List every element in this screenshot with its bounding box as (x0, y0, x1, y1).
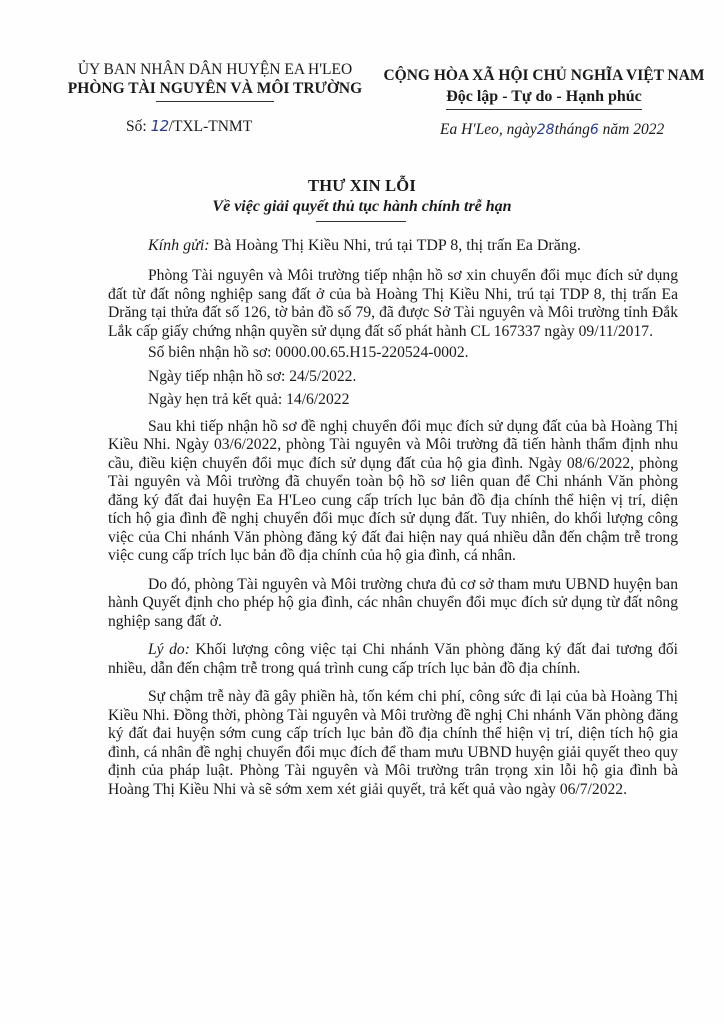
motto-underline (446, 109, 642, 110)
place-and-date (440, 121, 664, 139)
doc-number-prefix: Số: (126, 118, 147, 135)
place-date-prefix: Ea H'Leo, ngày (440, 121, 537, 138)
issuing-authority-block (50, 60, 380, 102)
month-handwritten: 6 (589, 122, 599, 138)
office-underline (156, 101, 274, 102)
day-handwritten: 28 (536, 122, 555, 138)
salutation (148, 236, 708, 256)
letter-title: THƯ XIN LỖI (308, 176, 416, 195)
national-header-block (376, 66, 712, 110)
doc-number-handwritten: 12 (150, 117, 169, 135)
paragraph-processing: Sau khi tiếp nhận hồ sơ đề nghị chuyển đổi mục đích sử dụng đất của bà Hoàng Thị Kiều Nhi. Ngày 03/6/2022, phòng Tài nguyên và Môi trường đã tiến hành thẩm định nhu cầu, điều kiện chuyển đổi mục đích sử dụng đất của hộ gia đình. Ngày 08/6/2022, phòng Tài nguyên và Môi trường đã chuyển toàn bộ hồ sơ liên quan để Chi nhánh Văn phòng đăng ký đất đai huyện Ea H'Leo cung cấp trích lục bản đồ địa chính thể hiện vị trí, diện tích hộ gia đình đề nghị chuyển đổi mục đích sử dụng đất. Tuy nhiên, do khối lượng công việc của Chi nhánh Văn phòng đăng ký đất đai hiện nay quá nhiều dẫn đến chậm trễ trong việc cung cấp trích lục bản đồ địa chính của hộ gia đình, cá nhân. (108, 417, 678, 564)
reason-label: Lý do: (148, 641, 190, 658)
paragraph-intro: Phòng Tài nguyên và Môi trường tiếp nhận hồ sơ xin chuyển đổi mục đích sử dụng đất từ đất nông nghiệp sang đất ở của bà Hoàng Thị Kiều Nhi, trú tại TDP 8, thị trấn Ea Drăng tại thửa đất số 126, tờ bản đồ số 79, đã được Sở Tài nguyên và Môi trường tỉnh Đắk Lắk cấp giấy chứng nhận quyền sử dụng đất số phát hành CL 167337 ngày 09/11/2017. (108, 267, 678, 340)
paragraph-reason (108, 641, 678, 678)
paragraph-apology: Sự chậm trễ này đã gây phiền hà, tốn kém chi phí, công sức đi lại của bà Hoàng Thị Kiều Nhi. Đồng thời, phòng Tài nguyên và Môi trường đề nghị Chi nhánh Văn phòng đăng ký đất đai huyện sớm cung cấp trích lục bản đồ địa chính thể hiện vị trí, diện tích hộ gia đình, cá nhân đề nghị chuyển đổi mục đích để tham mưu UBND huyện giải quyết theo quy định của pháp luật. Phòng Tài nguyên và Môi trường trân trọng xin lỗi hộ gia đình bà Hoàng Thị Kiều Nhi và sẽ sớm xem xét giải quyết, trả kết quả vào ngày 06/7/2022. (108, 688, 678, 798)
letter-subtitle: Về việc giải quyết thủ tục hành chính trễ hạn (212, 198, 512, 215)
received-date: Ngày tiếp nhận hồ sơ: 24/5/2022. (148, 367, 357, 385)
due-date: Ngày hẹn trả kết quả: 14/6/2022 (148, 391, 350, 408)
office-name: PHÒNG TÀI NGUYÊN VÀ MÔI TRƯỜNG (67, 80, 363, 97)
subtitle-underline (316, 221, 406, 222)
document-number (126, 117, 252, 136)
year-text: năm 2022 (602, 121, 665, 138)
month-label: tháng (554, 121, 590, 138)
paragraph-consequence: Do đó, phòng Tài nguyên và Môi trường chưa đủ cơ sở tham mưu UBND huyện ban hành Quyết định cho phép hộ gia đình, các nhân chuyển đổi mục đích sử dụng từ đất nông nghiệp sang đất ở. (108, 575, 678, 630)
reason-text: Khối lượng công việc tại Chi nhánh Văn phòng đăng ký đất đai tương đối nhiều, dẫn đến chậm trễ trong quá trình cung cấp trích lục bản đồ địa chính. (108, 641, 679, 677)
national-motto: Độc lập - Tự do - Hạnh phúc (446, 88, 642, 105)
nation-name: CỘNG HÒA XÃ HỘI CHỦ NGHĨA VIỆT NAM (383, 67, 705, 84)
receipt-number: Số biên nhận hồ sơ: 0000.00.65.H15-220524-0002. (148, 344, 469, 361)
agency-name: ỦY BAN NHÂN DÂN HUYỆN EA H'LEO (77, 61, 353, 78)
doc-number-suffix: /TXL-TNMT (168, 118, 253, 135)
salutation-recipient: Bà Hoàng Thị Kiều Nhi, trú tại TDP 8, thị trấn Ea Drăng. (213, 237, 581, 254)
letter-body (108, 267, 678, 799)
salutation-label: Kính gửi: (148, 237, 210, 254)
